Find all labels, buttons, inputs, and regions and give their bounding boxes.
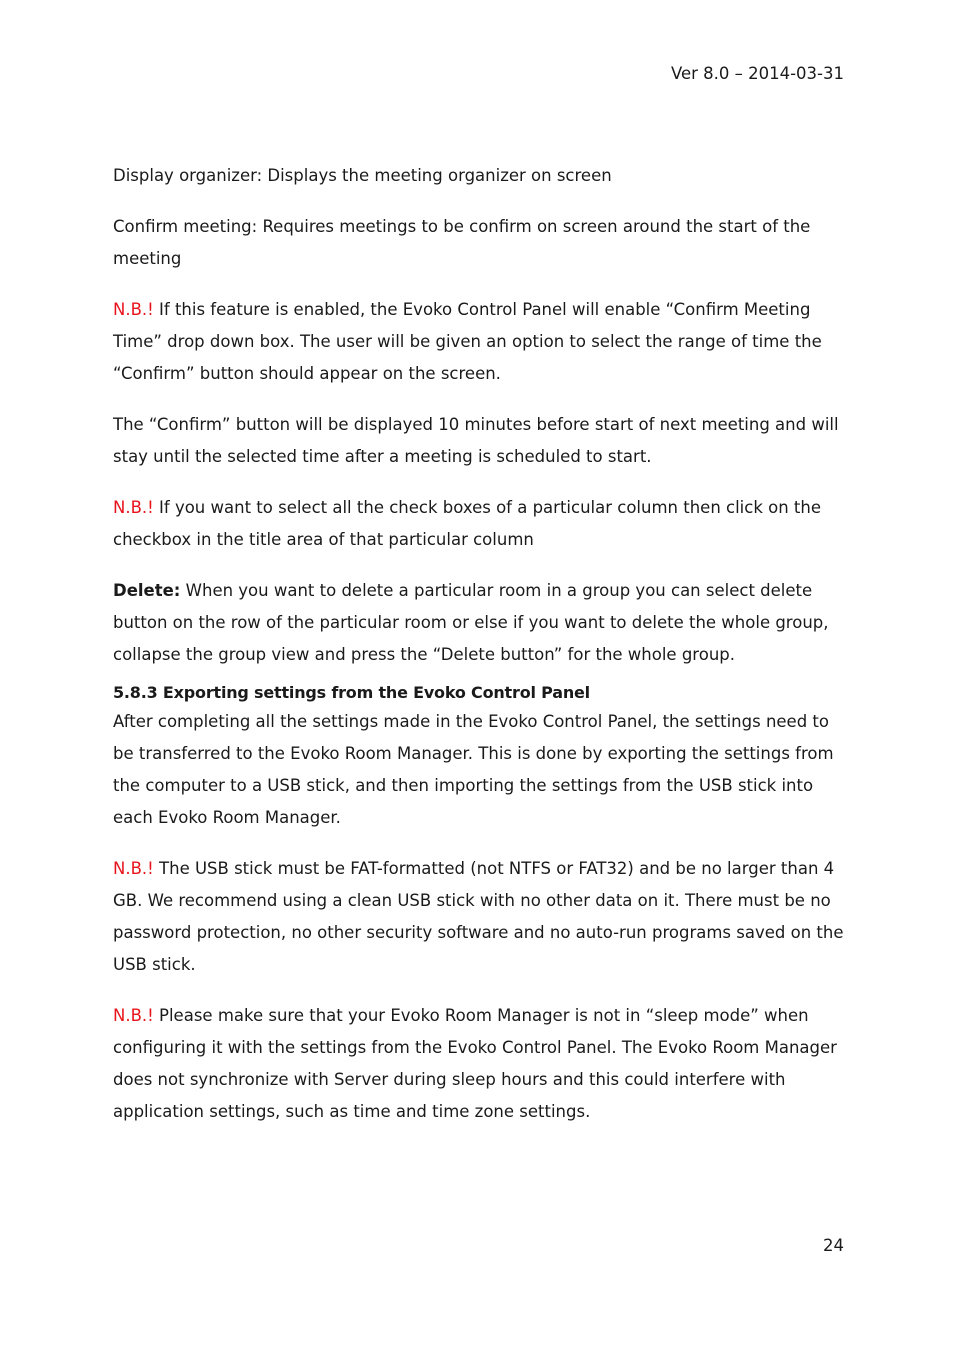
paragraph-nb-usb bbox=[113, 853, 845, 981]
page-number: 24 bbox=[823, 1236, 844, 1255]
paragraph-nb-checkboxes bbox=[113, 492, 845, 556]
paragraph-display-organizer: Display organizer: Displays the meeting organizer on screen bbox=[113, 166, 612, 185]
paragraph-confirm-button: The “Confirm” button will be displayed 10 minutes before start of next meeting and will stay until the selected time after a meeting is scheduled to start. bbox=[113, 415, 839, 466]
version-header: Ver 8.0 – 2014-03-31 bbox=[670, 64, 844, 83]
nb-label: N.B.! bbox=[113, 300, 154, 319]
paragraph-nb-confirm-time bbox=[113, 294, 845, 390]
paragraph-exporting: After completing all the settings made in the Evoko Control Panel, the settings need to be transferred to the Evoko Room Manager. This is done by exporting the settings from the computer to a USB stick, and then importing the settings from the USB stick into each Evoko Room Manager. bbox=[113, 712, 834, 827]
nb-text: If you want to select all the check boxes of a particular column then click on the checkbox in the title area of that particular column bbox=[113, 498, 822, 549]
page-content bbox=[113, 160, 845, 1147]
nb-label: N.B.! bbox=[113, 1006, 154, 1025]
paragraph-delete bbox=[113, 575, 845, 671]
delete-label: Delete: bbox=[113, 581, 181, 600]
nb-label: N.B.! bbox=[113, 498, 154, 517]
nb-text: The USB stick must be FAT-formatted (not NTFS or FAT32) and be no larger than 4 GB. We recommend using a clean USB stick with no other data on it. There must be no password protection, no other security software and no auto-run programs saved on the USB stick. bbox=[113, 859, 844, 974]
paragraph-confirm-meeting: Confirm meeting: Requires meetings to be confirm on screen around the start of the meeting bbox=[113, 217, 811, 268]
nb-text: Please make sure that your Evoko Room Manager is not in “sleep mode” when configuring it with the settings from the Evoko Control Panel. The Evoko Room Manager does not synchronize with Server during sleep hours and this could interfere with application settings, such as time and time zone settings. bbox=[113, 1006, 837, 1121]
nb-text: If this feature is enabled, the Evoko Control Panel will enable “Confirm Meeting Time” drop down box. The user will be given an option to select the range of time the “Confirm” button should appear on the screen. bbox=[113, 300, 822, 383]
paragraph-nb-sleep-mode bbox=[113, 1000, 845, 1128]
delete-text: When you want to delete a particular room in a group you can select delete button on the row of the particular room or else if you want to delete the whole group, collapse the group view and press the “Delete button” for the whole group. bbox=[113, 581, 829, 664]
section-heading: 5.8.3 Exporting settings from the Evoko Control Panel bbox=[113, 683, 590, 702]
nb-label: N.B.! bbox=[113, 859, 154, 878]
